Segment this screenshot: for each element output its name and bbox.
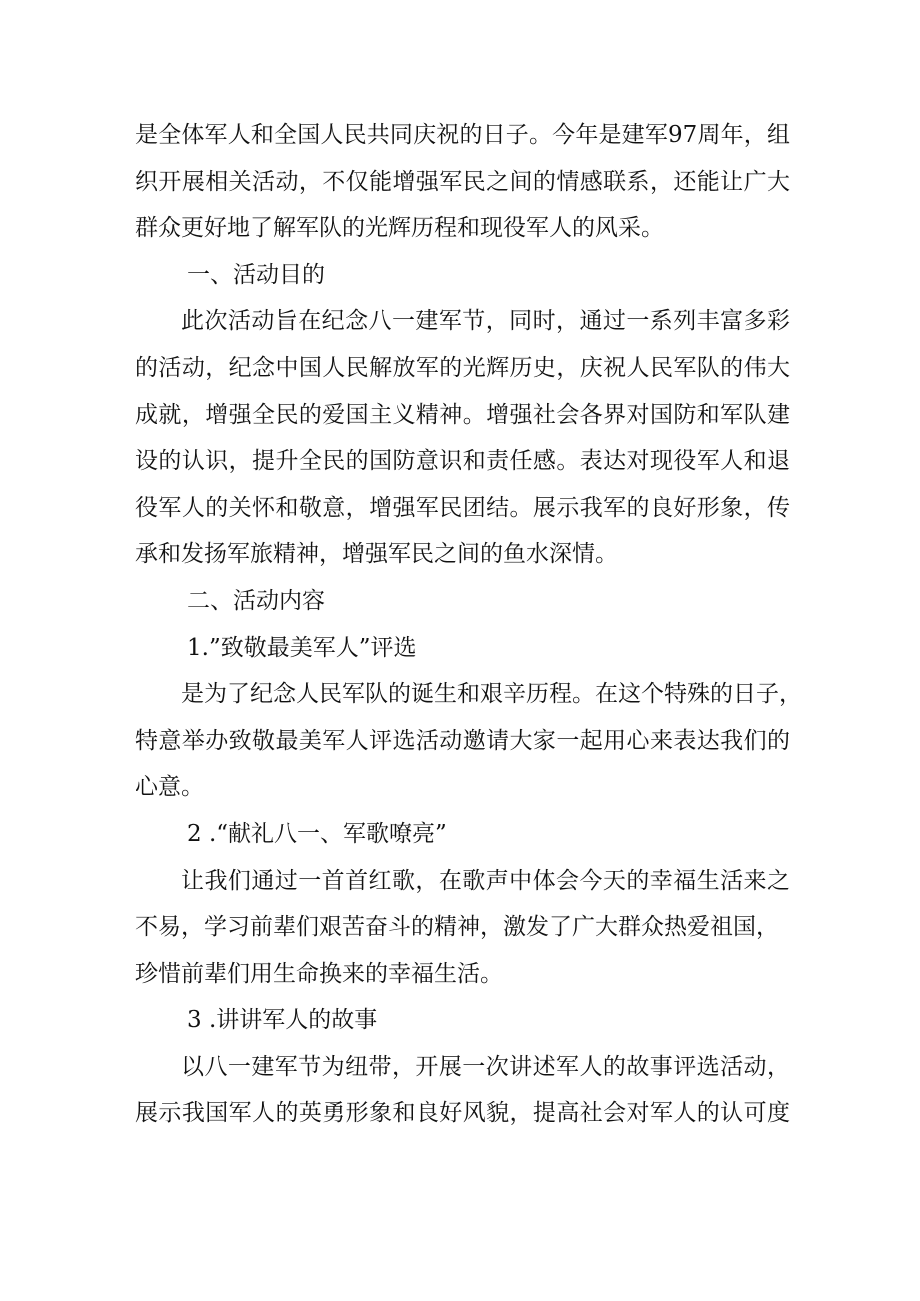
purpose-line-6: 承和发扬军旅精神，增强军民之间的鱼水深情。 xyxy=(135,541,618,568)
document-body xyxy=(135,112,802,1137)
purpose-line-4: 设的认识，提升全民的国防意识和责任感。表达对现役军人和退 xyxy=(135,448,790,475)
item-title-2: 2 .“献礼八一、军歌嘹亮” xyxy=(187,820,447,847)
purpose-line-1: 此次活动旨在纪念八一建军节，同时，通过一系列丰富多彩 xyxy=(181,308,790,335)
intro-line-2: 织开展相关活动，不仅能增强军民之间的情感联系，还能让广大 xyxy=(135,168,790,195)
item1-line-2: 特意举办致敬最美军人评选活动邀请大家一起用心来表达我们的 xyxy=(135,727,790,754)
intro-line-1: 是全体军人和全国人民共同庆祝的日子。今年是建军97周年，组 xyxy=(135,122,790,148)
section-heading-purpose: 一、活动目的 xyxy=(187,261,325,288)
section-heading-content: 二、活动内容 xyxy=(187,587,325,614)
intro-line-3: 群众更好地了解军队的光辉历程和现役军人的风采。 xyxy=(135,215,664,242)
item1-line-3: 心意。 xyxy=(135,774,204,801)
purpose-line-2: 的活动，纪念中国人民解放军的光辉历史，庆祝人民军队的伟大 xyxy=(135,354,790,381)
item3-line-2: 展示我国军人的英勇形象和良好风貌，提高社会对军人的认可度 xyxy=(135,1100,790,1127)
item-title-1: 1.”致敬最美军人”评选 xyxy=(187,634,417,661)
item-title-3: 3 .讲讲军人的故事 xyxy=(187,1007,378,1034)
item3-line-1: 以八一建军节为纽带，开展一次讲述军人的故事评选活动， xyxy=(181,1053,790,1080)
purpose-line-3: 成就，增强全民的爱国主义精神。增强社会各界对国防和军队建 xyxy=(135,401,790,428)
item2-line-2: 不易，学习前辈们艰苦奋斗的精神，激发了广大群众热爱祖国， xyxy=(135,914,779,941)
item1-line-1: 是为了纪念人民军队的诞生和艰辛历程。在这个特殊的日子， xyxy=(181,681,802,708)
purpose-line-5: 役军人的关怀和敬意，增强军民团结。展示我军的良好形象，传 xyxy=(135,494,790,521)
item2-line-1: 让我们通过一首首红歌，在歌声中体会今天的幸福生活来之 xyxy=(181,867,790,894)
item2-line-3: 珍惜前辈们用生命换来的幸福生活。 xyxy=(135,960,503,987)
